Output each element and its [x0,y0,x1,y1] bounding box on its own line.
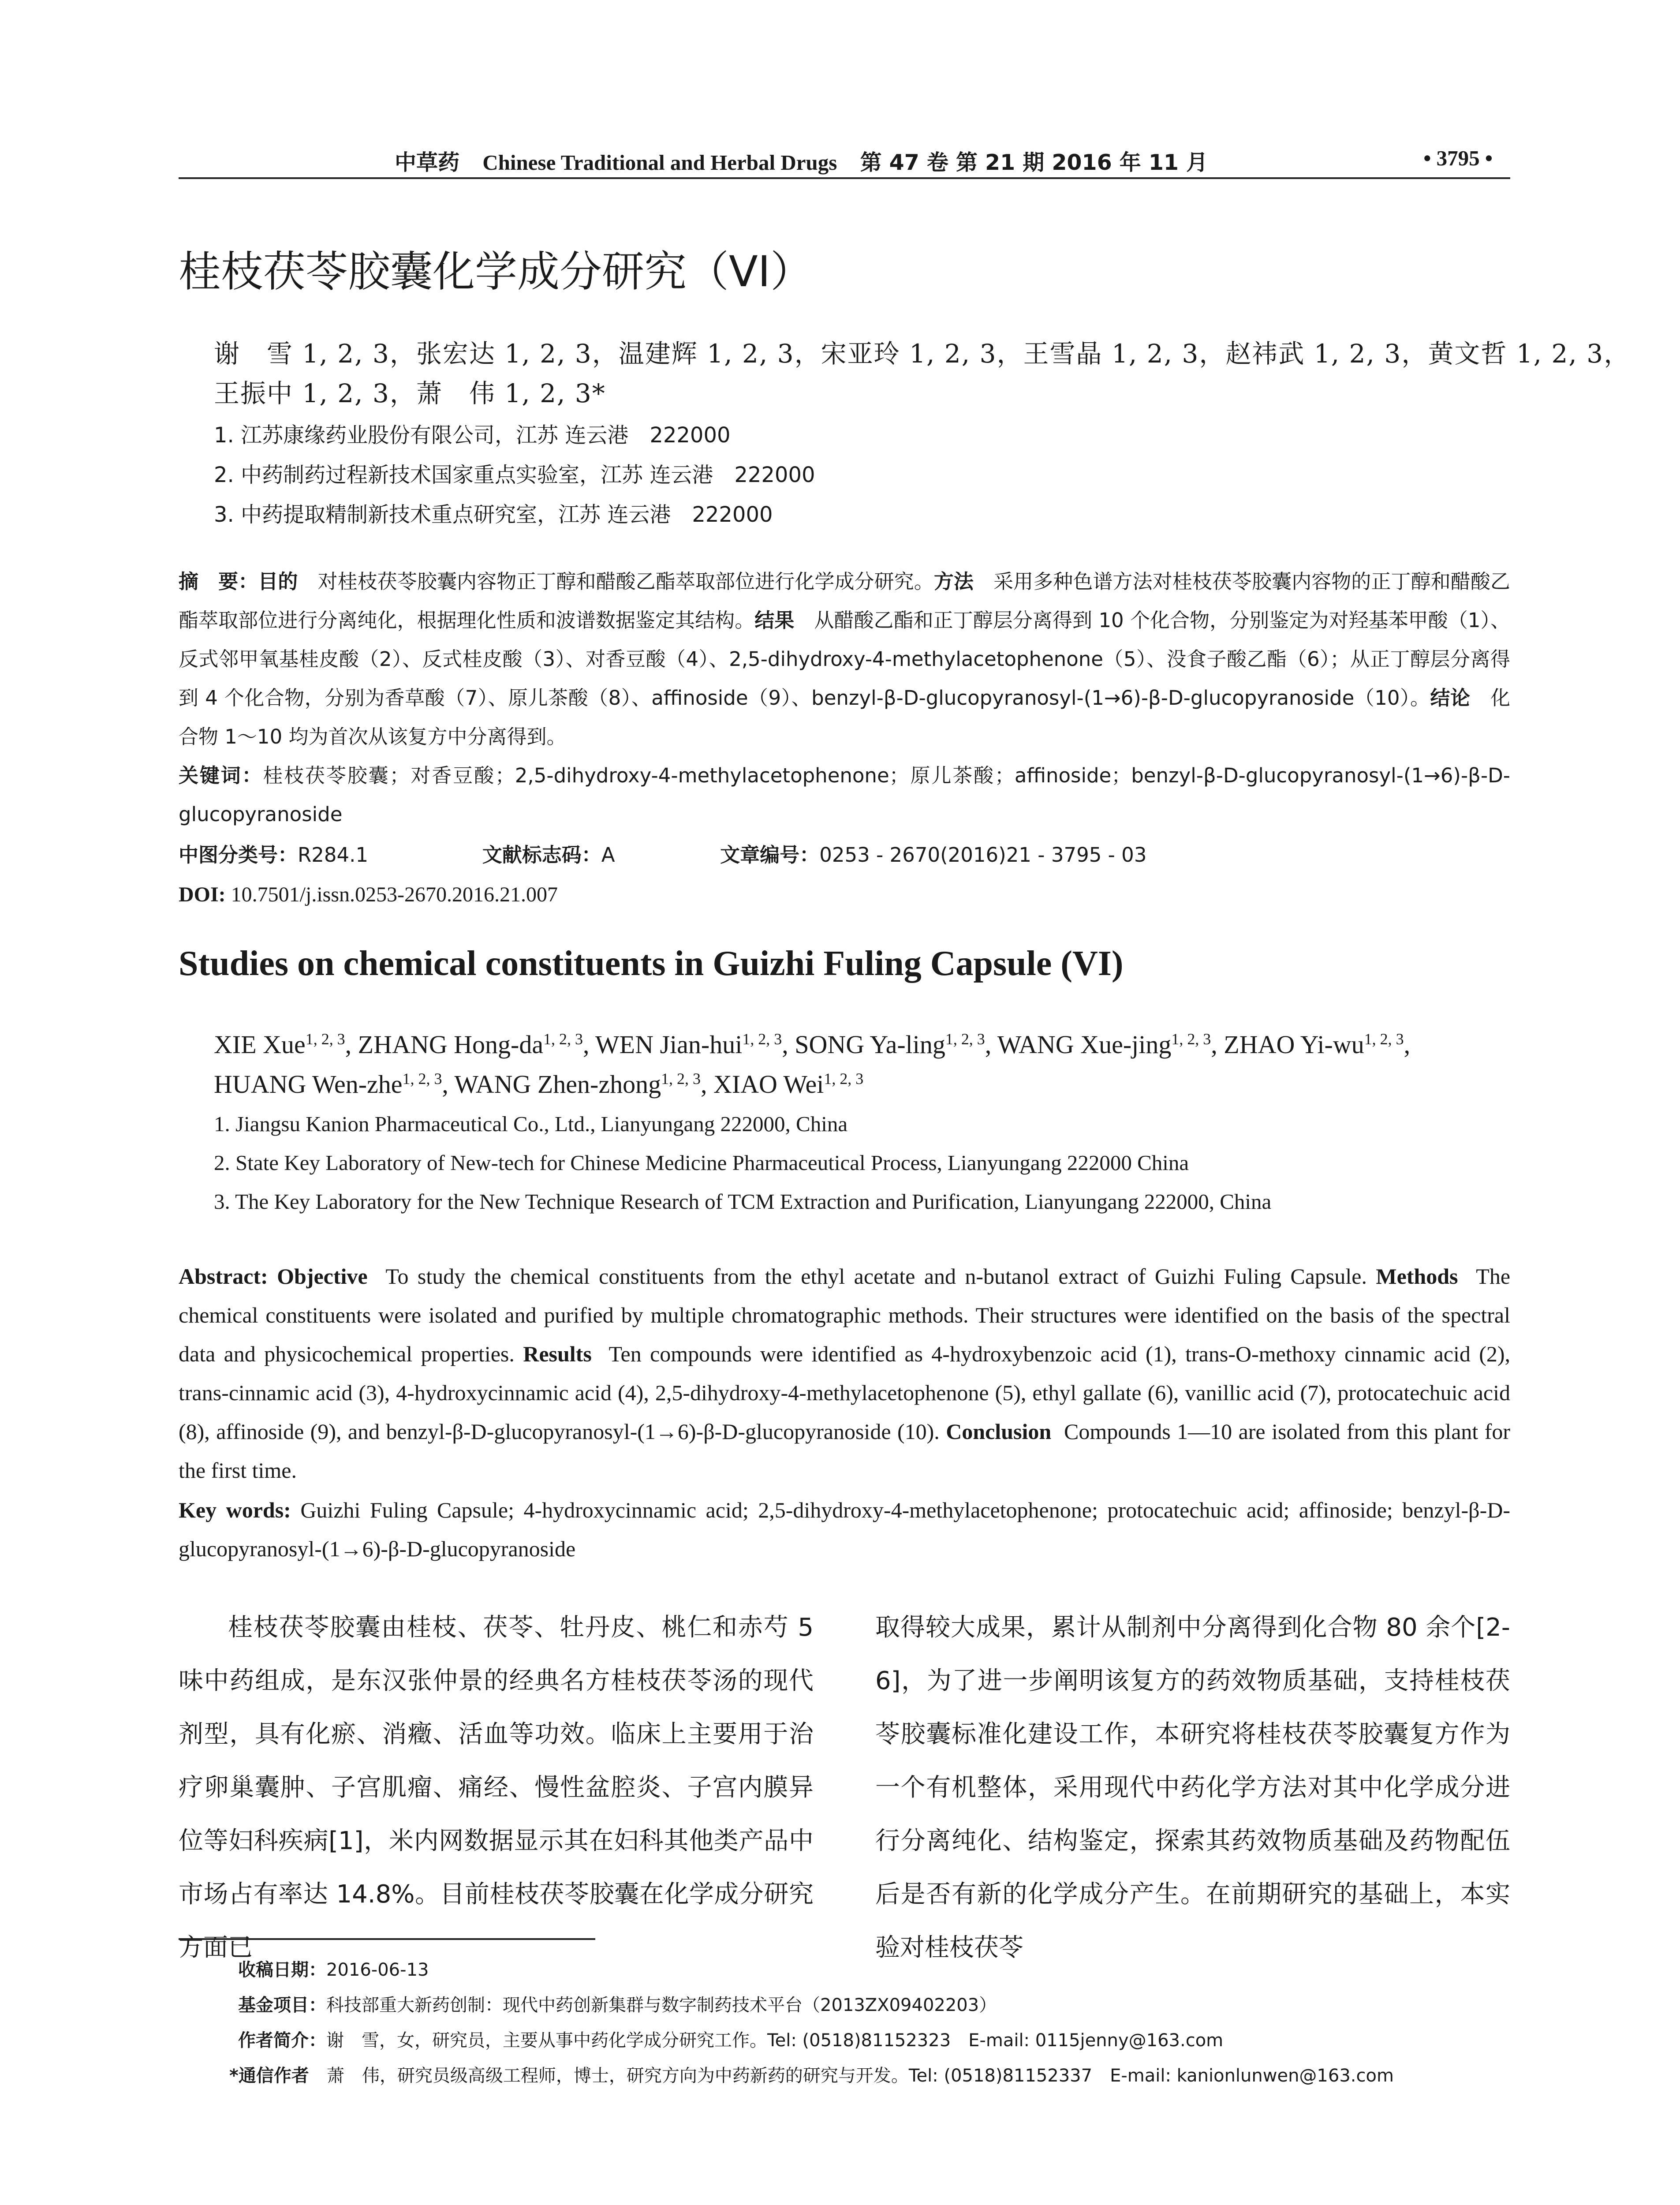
authors-en-line2: HUANG Wen-zhe$^{1, 2, 3}$, WANG Zhen-zhong$^{1, 2, 3}$, XIAO Wei$^{1, 2, 3}$ [214,1070,864,1099]
affiliation-en-3: 3. The Key Laboratory for the New Technique Research of TCM Extraction and Purification, Lianyungang 222000, China [214,1189,1272,1214]
objective-label-cn: 目的 [258,570,298,593]
article-no-label: 文章编号： [720,843,820,867]
footnote-received [238,1956,429,1981]
footnote-author [238,2026,1223,2052]
keywords-en-label: Key words: [179,1498,291,1522]
conclusion-label-cn: 结论 [1430,686,1471,710]
results-cn: 从醋酸乙酯和正丁醇层分离得到 10 个化合物，分别鉴定为对羟基苯甲酸（1）、反式邻甲氧基桂皮酸（2）、反式桂皮酸（3）、对香豆酸（4）、2,5-dihydroxy-4-methylacetophenone（5）、没食子酸乙酯（6）；从正丁醇层分离得到 4 个化合物，分别为香草酸（7）、原儿茶酸（8）、affinoside（9）、benzyl-β-D-glucopyranosyl-(1→6)-β-D-glucopyranoside（10）。 [179,609,1510,710]
objective-cn: 对桂枝茯苓胶囊内容物正丁醇和醋酸乙酯萃取部位进行化学成分研究。 [317,570,934,593]
doi-line [179,875,1510,914]
corresponding-text: 萧 伟，研究员级高级工程师，博士，研究方向为中药新药的研究与开发。Tel: (0518)81152337 E-mail: kanionlunwen@163.com [326,2066,1394,2086]
fund-label: 基金项目： [238,1995,326,2015]
results-label-cn: 结果 [754,609,795,632]
keywords-cn [179,756,1510,834]
journal-info [395,146,1208,176]
methods-cn: 采用多种色谱方法对桂枝茯苓胶囊内容物的正丁醇和醋酸乙酯萃取部位进行分离纯化，根据理化性质和波谱数据鉴定其结构。 [179,570,1510,632]
affiliation-cn-1: 1. 江苏康缘药业股份有限公司，江苏 连云港 222000 [214,423,731,448]
affiliation-en-1: 1. Jiangsu Kanion Pharmaceutical Co., Ltd., Lianyungang 222000, China [214,1112,848,1136]
journal-name-cn: 中草药 [395,150,460,175]
methods-label-en: Methods [1376,1264,1458,1289]
clc-label: 中图分类号： [179,843,298,867]
classification-line [179,836,1510,875]
footnote-fund [238,1991,997,2016]
author-bio-text: 谢 雪，女，研究员，主要从事中药化学成分研究工作。Tel: (0518)81152323 E-mail: 0115jenny@163.com [326,2030,1224,2051]
keywords-cn-text: 桂枝茯苓胶囊；对香豆酸；2,5-dihydroxy-4-methylacetophenone；原儿茶酸；affinoside；benzyl-β-D-glucopyranosyl-(1→6)-β-D-glucopyranoside [179,764,1510,826]
keywords-cn-label: 关键词： [179,764,263,787]
conclusion-cn: 化合物 1～10 均为首次从该复方中分离得到。 [179,686,1510,748]
doc-code-value: A [601,843,615,867]
keywords-en [179,1491,1510,1568]
footnote-corresponding [229,2062,1394,2087]
paper-title-en: Studies on chemical constituents in Guizhi Fuling Capsule (VI) [179,944,1124,983]
paper-title-cn: 桂枝茯苓胶囊化学成分研究（VI） [179,247,813,296]
doi-label: DOI: [179,883,226,906]
running-header [179,140,1510,176]
received-date: 2016-06-13 [326,1960,429,1980]
issue-info: 第 47 卷 第 21 期 2016 年 11 月 [860,150,1208,175]
clc-value: R284.1 [298,843,369,867]
affiliation-en-2: 2. State Key Laboratory of New-tech for Chinese Medicine Pharmaceutical Process, Lianyungang 222000 China [214,1151,1189,1175]
corresponding-label: *通信作者 [229,2066,309,2086]
affiliation-cn-3: 3. 中药提取精制新技术重点研究室，江苏 连云港 222000 [214,502,773,527]
abstract-en-label: Abstract: [179,1264,268,1289]
article-no-value: 0253 - 2670(2016)21 - 3795 - 03 [819,843,1147,867]
keywords-en-text: Guizhi Fuling Capsule; 4-hydroxycinnamic acid; 2,5-dihydroxy-4-methylacetophenone; protocatechuic acid; affinoside; benzyl-β-D-glucopyranosyl-(1→6)-β-D-glucopyranoside [179,1498,1511,1561]
authors-en-line1: XIE Xue$^{1, 2, 3}$, ZHANG Hong-da$^{1, 2, 3}$, WEN Jian-hui$^{1, 2, 3}$, SONG Ya-ling$^{1, 2, 3}$, WANG Xue-jing$^{1, 2, 3}$, ZHAO Yi-wu$^{1, 2, 3}$, [214,1030,1411,1059]
journal-name-en: Chinese Traditional and Herbal Drugs [482,150,837,175]
objective-en: To study the chemical constituents from the ethyl acetate and n-butanol extract of Guizhi Fuling Capsule. [385,1264,1367,1289]
abstract-en [179,1257,1510,1490]
abstract-cn-label: 摘 要： [179,570,258,593]
author-bio-label: 作者简介： [238,2030,326,2051]
body-left-text: 桂枝茯苓胶囊由桂枝、茯苓、牡丹皮、桃仁和赤芍 5 味中药组成，是东汉张仲景的经典名方桂枝茯苓汤的现代剂型，具有化瘀、消癥、活血等功效。临床上主要用于治疗卵巢囊肿、子宫肌瘤、痛经、慢性盆腔炎、子宫内膜异位等妇科疾病[1]，米内网数据显示其在妇科其他类产品中市场占有率达 14.8%。目前桂枝茯苓胶囊在化学成分研究方面已 [179,1613,814,1962]
affiliation-cn-2: 2. 中药制药过程新技术国家重点实验室，江苏 连云港 222000 [214,463,815,487]
footnote-rule [179,1938,595,1940]
objective-label-en: Objective [277,1264,368,1289]
authors-cn-line2: 王振中 1, 2, 3，萧 伟 1, 2, 3* [214,378,606,408]
methods-en: The chemical constituents were isolated and purified by multiple chromatographic methods. Their structures were identified on the basis of the spectral data and physicochemical properties. [179,1264,1511,1366]
body-right-column [875,1601,1510,1974]
conclusion-label-en: Conclusion [946,1419,1052,1444]
fund-text: 科技部重大新药创制：现代中药创新集群与数字制药技术平台（2013ZX09402203） [326,1995,997,2015]
results-en: Ten compounds were identified as 4-hydroxybenzoic acid (1), trans-O-methoxy cinnamic acid (2), trans-cinnamic acid (3), 4-hydroxycinnamic acid (4), 2,5-dihydroxy-4-methylacetophenone (5), ethyl gallate (6), vanillic acid (7), protocatechuic acid (8), affinoside (9), and benzyl-β-D-glucopyranosyl-(1→6)-β-D-glucopyranoside (10). [179,1342,1511,1444]
doi-value: 10.7501/j.issn.0253-2670.2016.21.007 [231,883,558,906]
abstract-cn [179,562,1510,756]
page-number: • 3795 • [1423,146,1493,170]
results-label-en: Results [523,1342,592,1366]
conclusion-en: Compounds 1—10 are isolated from this plant for the first time. [179,1419,1511,1483]
body-left-column [179,1601,814,1974]
received-label: 收稿日期： [238,1960,326,1980]
authors-cn-line1: 谢 雪 1, 2, 3，张宏达 1, 2, 3，温建辉 1, 2, 3，宋亚玲 1, 2, 3，王雪晶 1, 2, 3，赵祎武 1, 2, 3，黄文哲 1, 2, 3， [214,339,1631,369]
header-rule [179,177,1510,179]
doc-code-label: 文献标志码： [482,843,601,867]
methods-label-cn: 方法 [933,570,974,593]
body-right-text: 取得较大成果，累计从制剂中分离得到化合物 80 余个[2-6]，为了进一步阐明该复方的药效物质基础，支持桂枝茯苓胶囊标准化建设工作，本研究将桂枝茯苓胶囊复方作为一个有机整体，采用现代中药化学方法对其中化学成分进行分离纯化、结构鉴定，探索其药效物质基础及药物配伍后是否有新的化学成分产生。在前期研究的基础上，本实验对桂枝茯苓 [875,1613,1510,1962]
